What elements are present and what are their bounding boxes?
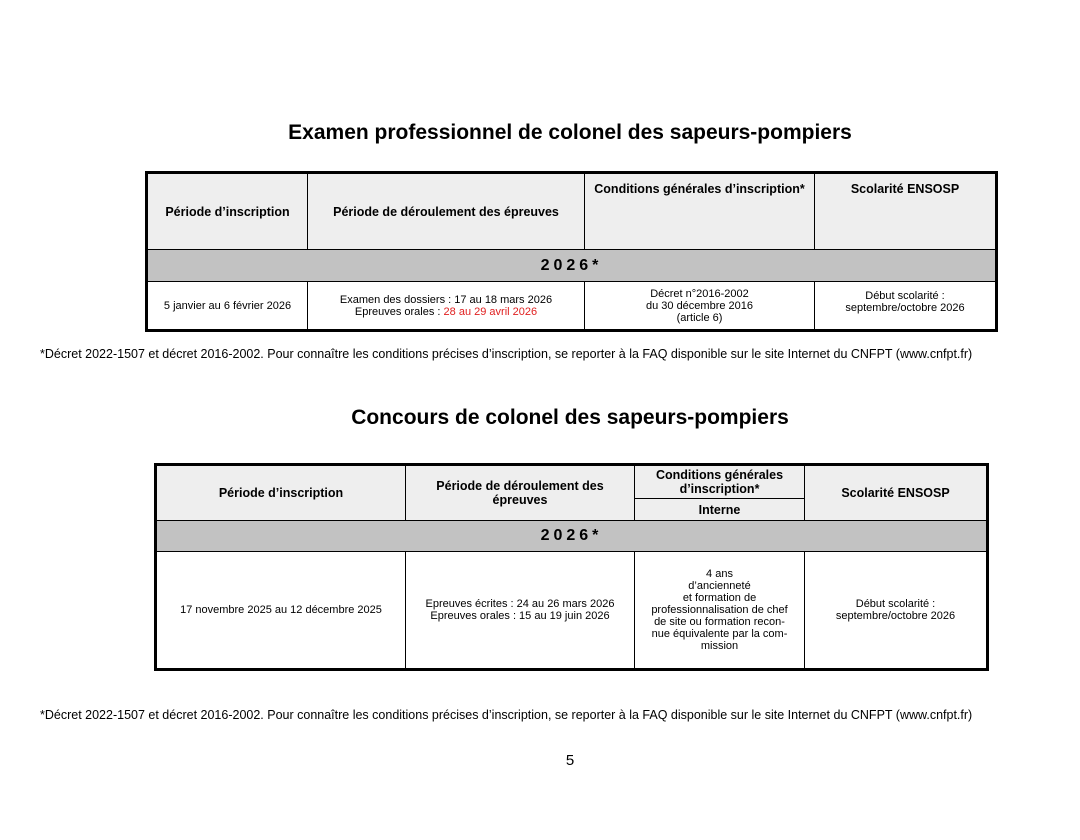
exam-header-inscription: Période d’inscription (147, 173, 308, 250)
concours-conditions-line: professionnalisation de chef (651, 604, 788, 616)
concours-data-row (156, 552, 988, 670)
concours-header-row (156, 465, 988, 499)
concours-footnote: *Décret 2022-1507 et décret 2016-2002. Pour connaître les conditions précises d’inscription, se reporter à la FAQ disponible sur le site Internet du CNFPT (www.cnfpt.fr) (40, 708, 973, 722)
concours-header-interne: Interne (635, 499, 805, 521)
exam-oral-label: Epreuves orales : (354, 305, 441, 318)
concours-conditions-line: d’ancienneté (688, 580, 751, 592)
concours-deroulement-line2: Epreuves orales : 15 au 19 juin 2026 (430, 610, 610, 622)
exam-year: 2026* (147, 250, 997, 282)
concours-header-deroulement: Période de déroulement des épreuves (406, 465, 635, 521)
exam-header-scolarite (815, 173, 997, 250)
concours-header-inscription: Période d’inscription (156, 465, 406, 521)
concours-table (154, 463, 989, 671)
exam-header-deroulement: Période de déroulement des épreuves (308, 173, 585, 250)
exam-deroulement-line2 (311, 306, 581, 318)
concours-scolarite-cell (805, 552, 988, 670)
concours-inscription-cell: 17 novembre 2025 au 12 décembre 2025 (156, 552, 406, 670)
exam-conditions-cell (585, 282, 815, 331)
concours-scolarite-line1: Début scolarité : (855, 598, 936, 610)
exam-header-scolarite-label: Scolarité ENSOSP (850, 182, 960, 196)
concours-conditions-line: mission (700, 640, 739, 652)
concours-year-row (156, 521, 988, 552)
exam-title: Examen professionnel de colonel des sapeurs-pompiers (288, 121, 852, 144)
exam-table (145, 171, 998, 332)
exam-header-conditions-label: Conditions générales d’inscription* (594, 182, 805, 196)
exam-conditions-line3: (article 6) (676, 311, 723, 324)
concours-header-scolarite: Scolarité ENSOSP (805, 465, 988, 521)
concours-title: Concours de colonel des sapeurs-pompiers (351, 406, 789, 429)
exam-inscription-cell: 5 janvier au 6 février 2026 (147, 282, 308, 331)
exam-deroulement-cell (308, 282, 585, 331)
exam-scolarite-line2: septembre/octobre 2026 (845, 302, 965, 314)
exam-conditions-line2: du 30 décembre 2016 (645, 299, 754, 312)
exam-footnote: *Décret 2022-1507 et décret 2016-2002. Pour connaître les conditions précises d’inscription, se reporter à la FAQ disponible sur le site Internet du CNFPT (www.cnfpt.fr) (40, 347, 973, 361)
exam-deroulement-line1: Examen des dossiers : 17 au 18 mars 2026 (339, 293, 553, 306)
exam-header-conditions (585, 173, 815, 250)
concours-conditions-line: et formation de (682, 592, 757, 604)
concours-header-conditions: Conditions générales d’inscription* (635, 465, 805, 499)
concours-conditions-line: 4 ans (706, 568, 733, 580)
page-number: 5 (565, 752, 575, 769)
concours-conditions-line: nue équivalente par la com- (651, 628, 788, 640)
exam-scolarite-line1: Début scolarité : (865, 290, 945, 302)
concours-deroulement-line1: Epreuves écrites : 24 au 26 mars 2026 (425, 598, 615, 610)
concours-conditions-cell (635, 552, 805, 670)
concours-year: 2026* (156, 521, 988, 552)
exam-scolarite-cell (815, 282, 997, 331)
exam-oral-date: 28 au 29 avril 2026 (443, 305, 538, 318)
exam-year-row (147, 250, 997, 282)
concours-deroulement-cell (406, 552, 635, 670)
exam-conditions-line1: Décret n°2016-2002 (650, 287, 749, 300)
concours-conditions-line: de site ou formation recon- (654, 616, 785, 628)
concours-scolarite-line2: septembre/octobre 2026 (835, 610, 956, 622)
exam-data-row (147, 282, 997, 331)
exam-header-row (147, 173, 997, 250)
